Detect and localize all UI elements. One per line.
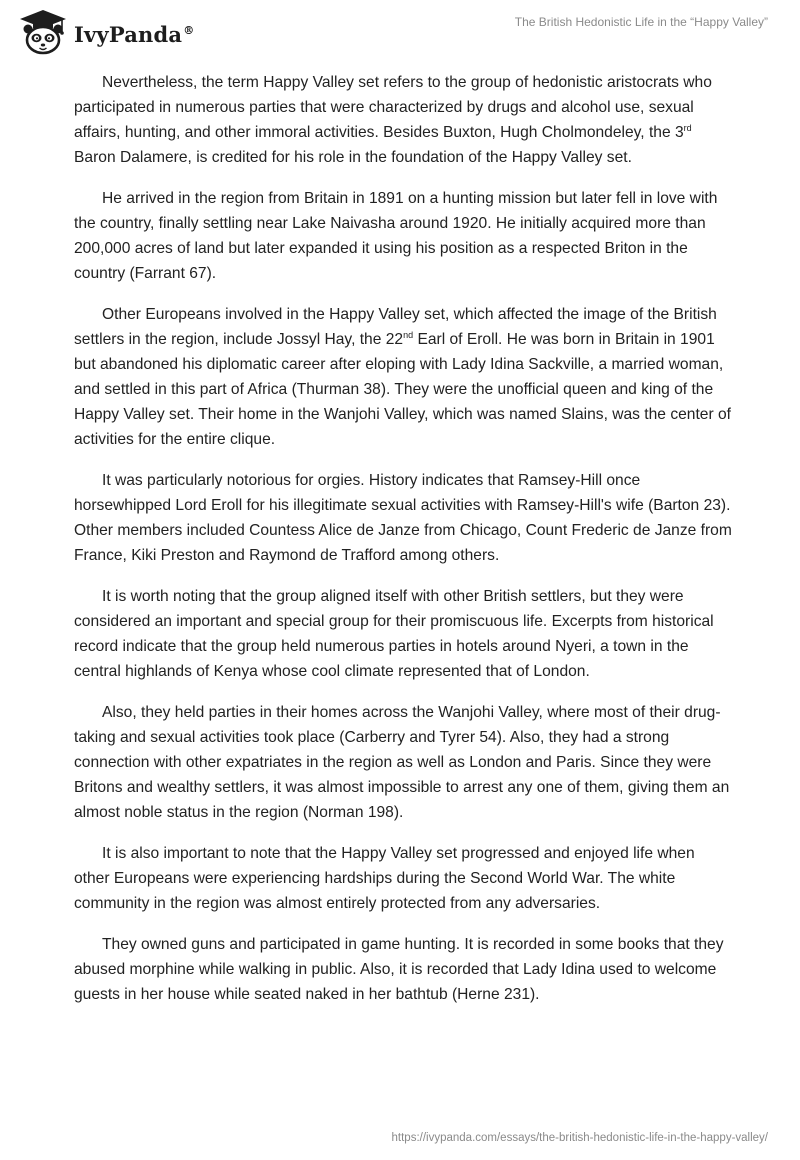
paragraph-4: It was particularly notorious for orgies. History indicates that Ramsey-Hill once horsewhipped Lord Eroll for his illegitimate sexual activities with Ramsey-Hill's wife (Barton 23). Other members included Countess Alice de Janze from Chicago, Count Frederic de Janze from France, Kiki Preston and Raymond de Trafford among others. <box>74 472 732 564</box>
source-url[interactable]: https://ivypanda.com/essays/the-british-hedonistic-life-in-the-happy-valley/ <box>391 1132 768 1144</box>
brand-name: IvyPanda® <box>74 21 195 47</box>
paragraph-7: It is also important to note that the Happy Valley set progressed and enjoyed life when other Europeans were experiencing hardships during the Second World War. The white community in the region was almost entirely protected from any adversaries. <box>74 845 695 912</box>
paragraph-5: It is worth noting that the group aligned itself with other British settlers, but they were considered an important and special group for their promiscuous life. Excerpts from historical record indicate that the group held numerous parties in hotels around Nyeri, a town in the central highlands of Kenya whose cool climate represented that of London. <box>74 588 714 680</box>
paragraph-2: He arrived in the region from Britain in 1891 on a hunting mission but later fell in love with the country, finally settling near Lake Naivasha around 1920. He initially acquired more than 200,000 acres of land but later expanded it using his position as a respected Briton in the country (Farrant 67). <box>74 190 718 282</box>
registered-mark: ® <box>183 23 195 37</box>
paragraph-3: Other Europeans involved in the Happy Valley set, which affected the image of the British settlers in the region, include Jossyl Hay, the 22nd Earl of Eroll. He was born in Britain in 1901 but abandoned his diplomatic career after eloping with Lady Idina Sackville, a married woman, and settled in this part of Africa (Thurman 38). They were the unofficial queen and king of the Happy Valley set. Their home in the Wanjohi Valley, which was named Slains, was the center of activities for the entire clique. <box>74 306 731 448</box>
paragraph-8: They owned guns and participated in game hunting. It is recorded in some books that they abused morphine while walking in public. Also, it is recorded that Lady Idina used to welcome guests in her house while seated naked in her bathtub (Herne 231). <box>74 936 724 1003</box>
brand-logo[interactable] <box>16 8 194 56</box>
paragraph-1: Nevertheless, the term Happy Valley set refers to the group of hedonistic aristocrats who participated in numerous parties that were characterized by drugs and alcohol use, sexual affairs, hunting, and other immoral activities. Besides Buxton, Hugh Cholmondeley, the 3rd Baron Dalamere, is credited for his role in the foundation of the Happy Valley set. <box>74 74 712 166</box>
panda-graduate-icon <box>16 8 70 56</box>
document-title: The British Hedonistic Life in the “Happy Valley” <box>514 15 768 29</box>
essay-body <box>74 70 734 1023</box>
page-header <box>0 0 800 64</box>
paragraph-6: Also, they held parties in their homes across the Wanjohi Valley, where most of their drug-taking and sexual activities took place (Carberry and Tyrer 54). Also, they had a strong connection with other expatriates in the region as well as London and Paris. Since they were Britons and wealthy settlers, it was almost impossible to arrest any one of them, giving them an almost noble status in the region (Norman 198). <box>74 704 730 821</box>
